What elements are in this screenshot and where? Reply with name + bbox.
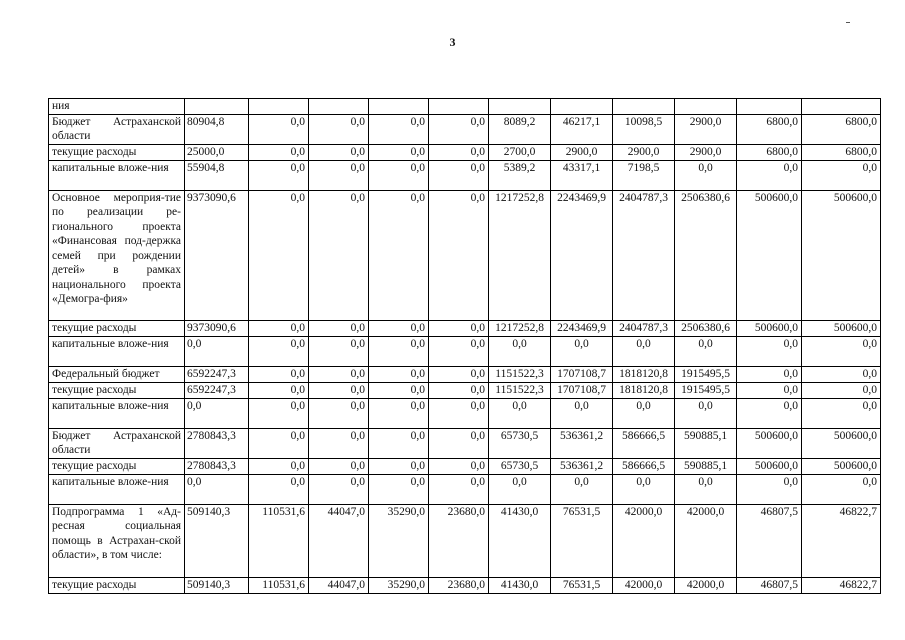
table-row <box>49 428 881 458</box>
table-cell: 500600,0 <box>737 458 802 474</box>
table-cell: 10098,5 <box>613 114 675 144</box>
table-cell: 110531,6 <box>249 504 309 577</box>
table-cell: 1915495,5 <box>675 382 737 398</box>
table-cell: 0,0 <box>429 474 489 504</box>
table-cell: 0,0 <box>309 474 369 504</box>
table-row <box>49 144 881 160</box>
table-cell: 0,0 <box>369 190 429 320</box>
table-cell: 0,0 <box>249 366 309 382</box>
table-cell: 1217252,8 <box>489 320 551 336</box>
table-cell: 0,0 <box>369 336 429 366</box>
table-cell: 1707108,7 <box>551 366 613 382</box>
table-cell: 500600,0 <box>802 320 881 336</box>
table-cell: 0,0 <box>249 320 309 336</box>
table-cell: 2243469,9 <box>551 190 613 320</box>
row-label: Основное мероприя-тие по реализации ре-гионального проекта «Финансовая под-держка семей при рождении детей» в рамках национального проекта «Демогра-фия» <box>49 190 185 320</box>
table-cell: 46822,7 <box>802 577 881 593</box>
table-cell: 500600,0 <box>802 428 881 458</box>
table-cell: 9373090,6 <box>185 320 249 336</box>
table-cell: 0,0 <box>429 190 489 320</box>
table-cell <box>249 99 309 115</box>
table-cell: 509140,3 <box>185 504 249 577</box>
table-cell: 0,0 <box>429 428 489 458</box>
table-cell: 46807,5 <box>737 577 802 593</box>
table-cell: 1151522,3 <box>489 366 551 382</box>
table-cell: 0,0 <box>737 474 802 504</box>
table-cell: 500600,0 <box>737 320 802 336</box>
row-label: капитальные вложе-ния <box>49 336 185 366</box>
table-cell: 2506380,6 <box>675 320 737 336</box>
table-cell: 0,0 <box>802 474 881 504</box>
table-cell: 0,0 <box>737 398 802 428</box>
table-cell: 0,0 <box>613 336 675 366</box>
table-cell: 2900,0 <box>613 144 675 160</box>
table-row <box>49 99 881 115</box>
table-cell: 46807,5 <box>737 504 802 577</box>
table-cell: 2900,0 <box>551 144 613 160</box>
table-cell: 0,0 <box>309 190 369 320</box>
table-cell: 41430,0 <box>489 504 551 577</box>
table-cell: 500600,0 <box>737 428 802 458</box>
table-cell <box>309 99 369 115</box>
table-cell: 0,0 <box>369 144 429 160</box>
table-cell: 0,0 <box>737 382 802 398</box>
table-cell: 0,0 <box>309 428 369 458</box>
table-cell: 500600,0 <box>802 458 881 474</box>
table-cell: 35290,0 <box>369 504 429 577</box>
table-cell: 25000,0 <box>185 144 249 160</box>
table-cell: 0,0 <box>613 474 675 504</box>
table-cell: 0,0 <box>429 336 489 366</box>
table-cell: 0,0 <box>489 398 551 428</box>
table-cell: 42000,0 <box>675 577 737 593</box>
table-cell: 110531,6 <box>249 577 309 593</box>
table-cell: 0,0 <box>369 114 429 144</box>
page-number: 3 <box>449 35 456 49</box>
table-cell: 0,0 <box>802 366 881 382</box>
table-cell: 0,0 <box>489 474 551 504</box>
table-cell: 0,0 <box>369 474 429 504</box>
table-row <box>49 320 881 336</box>
table-cell: 23680,0 <box>429 504 489 577</box>
table-cell: 2404787,3 <box>613 190 675 320</box>
table-cell: 0,0 <box>249 428 309 458</box>
row-label: текущие расходы <box>49 577 185 593</box>
table-cell: 0,0 <box>802 336 881 366</box>
table-cell: 0,0 <box>309 114 369 144</box>
table-cell: 2700,0 <box>489 144 551 160</box>
table-cell: 0,0 <box>249 336 309 366</box>
table-cell: 586666,5 <box>613 428 675 458</box>
table-cell: 0,0 <box>309 336 369 366</box>
table-cell: 1915495,5 <box>675 366 737 382</box>
table-cell: 0,0 <box>309 458 369 474</box>
table-cell: 0,0 <box>309 160 369 190</box>
table-cell: 9373090,6 <box>185 190 249 320</box>
table-cell: 0,0 <box>369 366 429 382</box>
table-cell: 6800,0 <box>737 144 802 160</box>
table-row <box>49 160 881 190</box>
table-cell: 0,0 <box>802 160 881 190</box>
table-cell: 76531,5 <box>551 504 613 577</box>
table-cell: 44047,0 <box>309 577 369 593</box>
budget-table <box>48 98 881 594</box>
table-cell: 590885,1 <box>675 458 737 474</box>
table-cell: 42000,0 <box>613 577 675 593</box>
row-label: Федеральный бюджет <box>49 366 185 382</box>
table-cell: 55904,8 <box>185 160 249 190</box>
table-cell: 6800,0 <box>802 144 881 160</box>
table-cell: 23680,0 <box>429 577 489 593</box>
table-cell: 0,0 <box>737 336 802 366</box>
table-cell: 2243469,9 <box>551 320 613 336</box>
table-cell: 0,0 <box>675 474 737 504</box>
table-row <box>49 382 881 398</box>
row-label: капитальные вложе-ния <box>49 398 185 428</box>
table-cell: 5389,2 <box>489 160 551 190</box>
table-cell: 0,0 <box>369 458 429 474</box>
table-cell: 0,0 <box>369 428 429 458</box>
table-cell: 1818120,8 <box>613 382 675 398</box>
table-cell: 42000,0 <box>675 504 737 577</box>
scan-mark <box>846 22 850 23</box>
table-cell <box>429 99 489 115</box>
table-cell: 0,0 <box>737 160 802 190</box>
table-cell: 536361,2 <box>551 458 613 474</box>
table-cell: 0,0 <box>675 160 737 190</box>
table-cell: 0,0 <box>309 366 369 382</box>
table-cell: 0,0 <box>429 144 489 160</box>
table-cell <box>675 99 737 115</box>
table-row <box>49 577 881 593</box>
table-cell <box>185 99 249 115</box>
table-cell: 41430,0 <box>489 577 551 593</box>
table-cell: 46217,1 <box>551 114 613 144</box>
table-cell: 0,0 <box>551 398 613 428</box>
table-cell: 1217252,8 <box>489 190 551 320</box>
table-cell: 0,0 <box>429 366 489 382</box>
table-row <box>49 190 881 320</box>
table-cell: 2506380,6 <box>675 190 737 320</box>
table-cell: 0,0 <box>675 336 737 366</box>
table-cell: 0,0 <box>249 474 309 504</box>
table-cell: 2780843,3 <box>185 428 249 458</box>
table-cell: 2780843,3 <box>185 458 249 474</box>
table-row <box>49 336 881 366</box>
table-row <box>49 474 881 504</box>
table-cell: 7198,5 <box>613 160 675 190</box>
table-cell: 80904,8 <box>185 114 249 144</box>
table-cell <box>369 99 429 115</box>
table-cell: 0,0 <box>737 366 802 382</box>
table-cell: 0,0 <box>429 398 489 428</box>
row-label: капитальные вложе-ния <box>49 160 185 190</box>
table-cell: 0,0 <box>249 382 309 398</box>
table-cell <box>489 99 551 115</box>
table-cell: 0,0 <box>369 398 429 428</box>
table-cell: 0,0 <box>489 336 551 366</box>
row-label: текущие расходы <box>49 458 185 474</box>
table-cell: 76531,5 <box>551 577 613 593</box>
row-label: ния <box>49 99 185 115</box>
row-label: Подпрограмма 1 «Ад-ресная социальная помощь в Астрахан-ской области», в том числе: <box>49 504 185 577</box>
table-cell: 2404787,3 <box>613 320 675 336</box>
table-cell: 0,0 <box>613 398 675 428</box>
table-cell: 0,0 <box>551 336 613 366</box>
table-cell: 0,0 <box>802 382 881 398</box>
table-cell: 0,0 <box>802 398 881 428</box>
table-cell: 586666,5 <box>613 458 675 474</box>
table-cell: 0,0 <box>369 320 429 336</box>
table-cell: 0,0 <box>185 398 249 428</box>
table-cell: 0,0 <box>249 458 309 474</box>
table-cell: 0,0 <box>249 114 309 144</box>
row-label: текущие расходы <box>49 320 185 336</box>
table-cell: 0,0 <box>309 382 369 398</box>
table-cell <box>802 99 881 115</box>
table-cell: 0,0 <box>429 458 489 474</box>
table-cell: 6800,0 <box>802 114 881 144</box>
table-cell: 0,0 <box>429 382 489 398</box>
table-row <box>49 366 881 382</box>
table-cell: 536361,2 <box>551 428 613 458</box>
table-cell: 35290,0 <box>369 577 429 593</box>
table-row <box>49 458 881 474</box>
table-cell: 0,0 <box>309 320 369 336</box>
table-cell: 0,0 <box>429 320 489 336</box>
table-cell <box>737 99 802 115</box>
row-label: капитальные вложе-ния <box>49 474 185 504</box>
table-cell: 0,0 <box>551 474 613 504</box>
table-row <box>49 398 881 428</box>
table-cell: 46822,7 <box>802 504 881 577</box>
row-label: текущие расходы <box>49 382 185 398</box>
table-cell: 2900,0 <box>675 144 737 160</box>
table-cell: 8089,2 <box>489 114 551 144</box>
table-cell: 2900,0 <box>675 114 737 144</box>
table-cell: 0,0 <box>369 382 429 398</box>
table-cell: 0,0 <box>249 398 309 428</box>
table-cell: 500600,0 <box>802 190 881 320</box>
table-cell: 0,0 <box>309 144 369 160</box>
table-cell: 44047,0 <box>309 504 369 577</box>
table-cell: 0,0 <box>249 190 309 320</box>
table-row <box>49 504 881 577</box>
table-cell: 42000,0 <box>613 504 675 577</box>
table-cell: 1818120,8 <box>613 366 675 382</box>
table-cell: 0,0 <box>249 160 309 190</box>
table-cell: 509140,3 <box>185 577 249 593</box>
row-label: Бюджет Астраханской области <box>49 428 185 458</box>
table-cell: 65730,5 <box>489 428 551 458</box>
table-cell: 590885,1 <box>675 428 737 458</box>
table-cell: 6800,0 <box>737 114 802 144</box>
table-cell <box>551 99 613 115</box>
table-row <box>49 114 881 144</box>
table-cell: 6592247,3 <box>185 366 249 382</box>
table-cell: 65730,5 <box>489 458 551 474</box>
table-cell: 1707108,7 <box>551 382 613 398</box>
table-cell: 6592247,3 <box>185 382 249 398</box>
table-cell: 0,0 <box>309 398 369 428</box>
table-cell <box>613 99 675 115</box>
table-cell: 43317,1 <box>551 160 613 190</box>
table-cell: 0,0 <box>429 160 489 190</box>
table-cell: 0,0 <box>429 114 489 144</box>
table-cell: 0,0 <box>675 398 737 428</box>
table-cell: 0,0 <box>185 336 249 366</box>
row-label: Бюджет Астраханской области <box>49 114 185 144</box>
table-cell: 1151522,3 <box>489 382 551 398</box>
table-cell: 0,0 <box>249 144 309 160</box>
table-cell: 0,0 <box>369 160 429 190</box>
row-label: текущие расходы <box>49 144 185 160</box>
table-cell: 0,0 <box>185 474 249 504</box>
table-cell: 500600,0 <box>737 190 802 320</box>
